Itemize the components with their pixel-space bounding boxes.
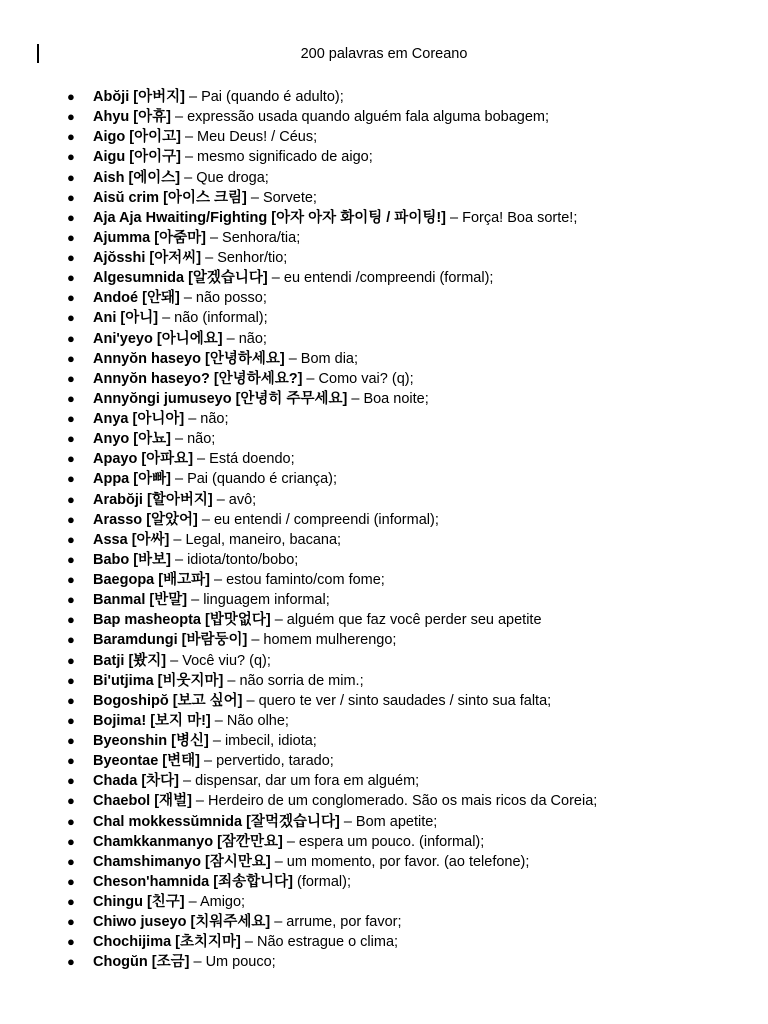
entry-definition: – espera um pouco. (informal); [282, 833, 485, 850]
entry-definition: (formal); [292, 873, 351, 890]
list-item [0, 590, 597, 610]
entry-definition: – Sorvete; [246, 189, 317, 206]
list-item [0, 610, 597, 630]
entry-term: Abŏji [아버지] [93, 89, 185, 105]
entry-term: Bap masheopta [밥맛없다] [93, 612, 271, 629]
entry-term: Byeontae [변태] [93, 753, 200, 770]
bullet-icon: ● [67, 390, 75, 406]
entry-term: Chiwo juseyo [치워주세요] [93, 914, 271, 931]
list-item [0, 248, 597, 268]
bullet-icon: ● [67, 692, 75, 708]
bullet-icon: ● [67, 169, 75, 185]
entry-term: Banmal [반말] [93, 592, 188, 609]
list-item [0, 288, 597, 308]
entry-term: Ani [아니] [93, 310, 159, 327]
bullet-icon: ● [67, 813, 75, 829]
page-title: 200 palavras em Coreano [300, 46, 468, 62]
list-item [0, 912, 597, 932]
list-item [0, 228, 597, 248]
bullet-icon: ● [67, 250, 75, 265]
bullet-icon: ● [67, 109, 75, 125]
entry-definition: – homem mulherengo; [247, 632, 397, 649]
entry-definition: – um momento, por favor. (ao telefone); [270, 853, 530, 870]
bullet-icon: ● [67, 652, 75, 668]
entry-term: Bojima! [보지 마!] [93, 712, 211, 729]
list-item [0, 369, 597, 389]
list-item [0, 329, 597, 349]
entry-term: Aigo [아이고] [93, 129, 181, 146]
list-item [0, 932, 597, 952]
entry-term: Chamshimanyo [잠시만요] [93, 853, 271, 870]
list-item [0, 349, 597, 369]
entry-term: Ahyu [아휴] [93, 109, 171, 126]
list-item [0, 771, 597, 791]
entry-definition: – expressão usada quando alguém fala alguma bobagem; [170, 109, 550, 126]
entry-definition: – não posso; [179, 290, 267, 307]
entry-definition: – Está doendo; [193, 451, 295, 468]
entry-term: Ajumma [아줌마] [93, 229, 206, 246]
bullet-icon: ● [67, 773, 75, 789]
bullet-icon: ● [67, 753, 75, 769]
entry-term: Chada [차다] [93, 773, 180, 790]
entry-term: Babo [바보] [93, 551, 171, 568]
list-item [0, 449, 597, 469]
entry-term: Aish [에이스] [93, 169, 181, 186]
list-item [0, 147, 597, 167]
entry-definition: – não; [170, 431, 216, 448]
entry-term: Andoé [안돼] [93, 290, 180, 307]
list-item [0, 651, 597, 671]
entry-term: Chal mokkessŭmnida [잘먹겠습니다] [93, 813, 340, 830]
entry-definition: – dispensar, dar um fora em alguém; [179, 773, 420, 790]
list-item [0, 671, 597, 691]
entry-definition: – não (informal); [158, 310, 268, 327]
entry-definition: – quero te ver / sinto saudades / sinto sua falta; [242, 692, 552, 709]
list-item [0, 469, 597, 489]
entry-definition: – não; [184, 411, 229, 427]
bullet-icon: ● [67, 833, 75, 849]
list-item [0, 872, 597, 892]
list-item [0, 490, 597, 510]
list-item [0, 208, 597, 228]
bullet-icon: ● [67, 551, 75, 567]
entry-definition: – Legal, maneiro, bacana; [169, 531, 342, 548]
entry-definition: – Pai (quando é adulto); [184, 89, 344, 105]
entry-term: Bogoshipŏ [보고 싶어] [93, 692, 243, 709]
entry-term: Chaebol [재벌] [93, 793, 192, 810]
entry-term: Anyo [아뇨] [93, 431, 171, 448]
list-item [0, 409, 597, 429]
entry-term: Aisŭ crim [아이스 크림] [93, 189, 247, 206]
list-item [0, 168, 597, 188]
bullet-icon: ● [67, 954, 75, 970]
entry-definition: – linguagem informal; [187, 592, 330, 609]
entry-definition: – pervertido, tarado; [199, 753, 334, 770]
entry-definition: – mesmo significado de aigo; [180, 149, 373, 166]
entry-definition: – não sorria de mim.; [223, 672, 364, 689]
bullet-icon: ● [67, 330, 75, 346]
bullet-icon: ● [67, 531, 75, 547]
bullet-icon: ● [67, 612, 75, 628]
entry-term: Annyŏngi jumuseyo [안녕히 주무세요] [93, 390, 348, 407]
entry-term: Cheson'hamnida [죄송합니다] [93, 873, 293, 890]
entry-term: Ani'yeyo [아니에요] [93, 330, 223, 347]
entry-term: Ajŏsshi [아저씨] [93, 250, 202, 266]
entry-definition: – Que droga; [180, 169, 269, 186]
entry-term: Anya [아니아] [93, 411, 185, 427]
bullet-icon: ● [67, 149, 75, 165]
entry-term: Appa [아빠] [93, 471, 171, 488]
entry-term: Annyŏn haseyo [안녕하세요] [93, 350, 285, 367]
bullet-icon: ● [67, 431, 75, 447]
bullet-icon: ● [67, 451, 75, 467]
list-item [0, 550, 597, 570]
bullet-icon: ● [67, 894, 75, 909]
bullet-icon: ● [67, 129, 75, 145]
bullet-icon: ● [67, 572, 75, 587]
list-item [0, 630, 597, 650]
entry-definition: – Amigo; [184, 894, 246, 910]
list-item [0, 127, 597, 147]
list-item [0, 812, 597, 832]
entry-term: Batji [봤지] [93, 652, 167, 669]
bullet-icon: ● [67, 290, 75, 306]
list-item [0, 570, 597, 590]
entry-term: Aigu [아이구] [93, 149, 181, 166]
entry-definition: – Como vai? (q); [302, 370, 414, 387]
entry-definition: – Não estrague o clima; [240, 934, 399, 951]
entry-definition: – eu entendi /compreendi (formal); [267, 270, 494, 287]
list-item [0, 751, 597, 771]
entry-term: Algesumnida [알겠습니다] [93, 270, 268, 287]
list-item [0, 852, 597, 872]
entry-definition: – estou faminto/com fome; [209, 572, 385, 588]
bullet-icon: ● [67, 793, 75, 809]
list-item [0, 268, 597, 288]
bullet-icon: ● [67, 189, 75, 205]
list-item [0, 188, 597, 208]
entry-definition: – Senhor/tio; [201, 250, 288, 266]
entry-definition: – Bom apetite; [339, 813, 438, 830]
entry-term: Baegopa [배고파] [93, 572, 210, 588]
bullet-icon: ● [67, 350, 75, 366]
list-item [0, 791, 597, 811]
bullet-icon: ● [67, 733, 75, 748]
entry-definition: – idiota/tonto/bobo; [170, 551, 299, 568]
list-item [0, 731, 597, 751]
entry-term: Arabŏji [할아버지] [93, 491, 213, 508]
bullet-icon: ● [67, 310, 75, 326]
vocabulary-list [0, 87, 597, 973]
bullet-icon: ● [67, 873, 75, 889]
list-item [0, 429, 597, 449]
entry-definition: – Boa noite; [347, 390, 429, 407]
entry-definition: – Pai (quando é criança); [170, 471, 337, 488]
list-item [0, 952, 597, 972]
entry-term: Chingu [친구] [93, 894, 185, 910]
entry-definition: – Não olhe; [210, 712, 289, 729]
bullet-icon: ● [67, 632, 75, 648]
entry-term: Apayo [아파요] [93, 451, 194, 468]
bullet-icon: ● [67, 914, 75, 930]
bullet-icon: ● [67, 229, 75, 245]
entry-definition: – não; [222, 330, 267, 347]
entry-definition: – Força! Boa sorte!; [446, 209, 578, 226]
entry-definition: – Meu Deus! / Céus; [180, 129, 318, 146]
bullet-icon: ● [67, 89, 75, 104]
bullet-icon: ● [67, 370, 75, 386]
bullet-icon: ● [67, 491, 75, 507]
list-item [0, 308, 597, 328]
bullet-icon: ● [67, 270, 75, 286]
entry-term: Chogŭn [조금] [93, 954, 190, 971]
list-item [0, 107, 597, 127]
list-item [0, 711, 597, 731]
entry-definition: – Um pouco; [189, 954, 276, 971]
bullet-icon: ● [67, 511, 75, 527]
bullet-icon: ● [67, 853, 75, 869]
entry-definition: – Senhora/tia; [205, 229, 301, 246]
entry-definition: – Herdeiro de um conglomerado. São os mais ricos da Coreia; [191, 793, 598, 810]
entry-definition: – eu entendi / compreendi (informal); [197, 511, 439, 528]
bullet-icon: ● [67, 712, 75, 728]
bullet-icon: ● [67, 934, 75, 950]
bullet-icon: ● [67, 411, 75, 426]
bullet-icon: ● [67, 209, 75, 225]
entry-definition: – alguém que faz você perder seu apetite [270, 612, 542, 629]
entry-term: Assa [아싸] [93, 531, 170, 548]
entry-term: Bi'utjima [비웃지마] [93, 672, 224, 689]
entry-definition: – Bom dia; [284, 350, 359, 367]
entry-term: Byeonshin [병신] [93, 733, 209, 749]
list-item [0, 510, 597, 530]
entry-term: Aja Aja Hwaiting/Fighting [아자 아자 화이팅 / 파이팅!] [93, 209, 446, 226]
entry-definition: – Você viu? (q); [166, 652, 271, 669]
list-item [0, 691, 597, 711]
bullet-icon: ● [67, 592, 75, 608]
bullet-icon: ● [67, 471, 75, 487]
bullet-icon: ● [67, 672, 75, 688]
list-item [0, 389, 597, 409]
list-item [0, 87, 597, 107]
entry-term: Annyŏn haseyo? [안녕하세요?] [93, 370, 303, 387]
entry-definition: – imbecil, idiota; [208, 733, 317, 749]
entry-term: Arasso [알았어] [93, 511, 198, 528]
list-item [0, 892, 597, 912]
entry-term: Chochijima [초치지마] [93, 934, 241, 951]
entry-definition: – avô; [212, 491, 257, 508]
entry-term: Baramdungi [바람둥이] [93, 632, 248, 649]
entry-definition: – arrume, por favor; [270, 914, 402, 931]
list-item [0, 832, 597, 852]
list-item [0, 530, 597, 550]
entry-term: Chamkkanmanyo [잠깐만요] [93, 833, 283, 850]
